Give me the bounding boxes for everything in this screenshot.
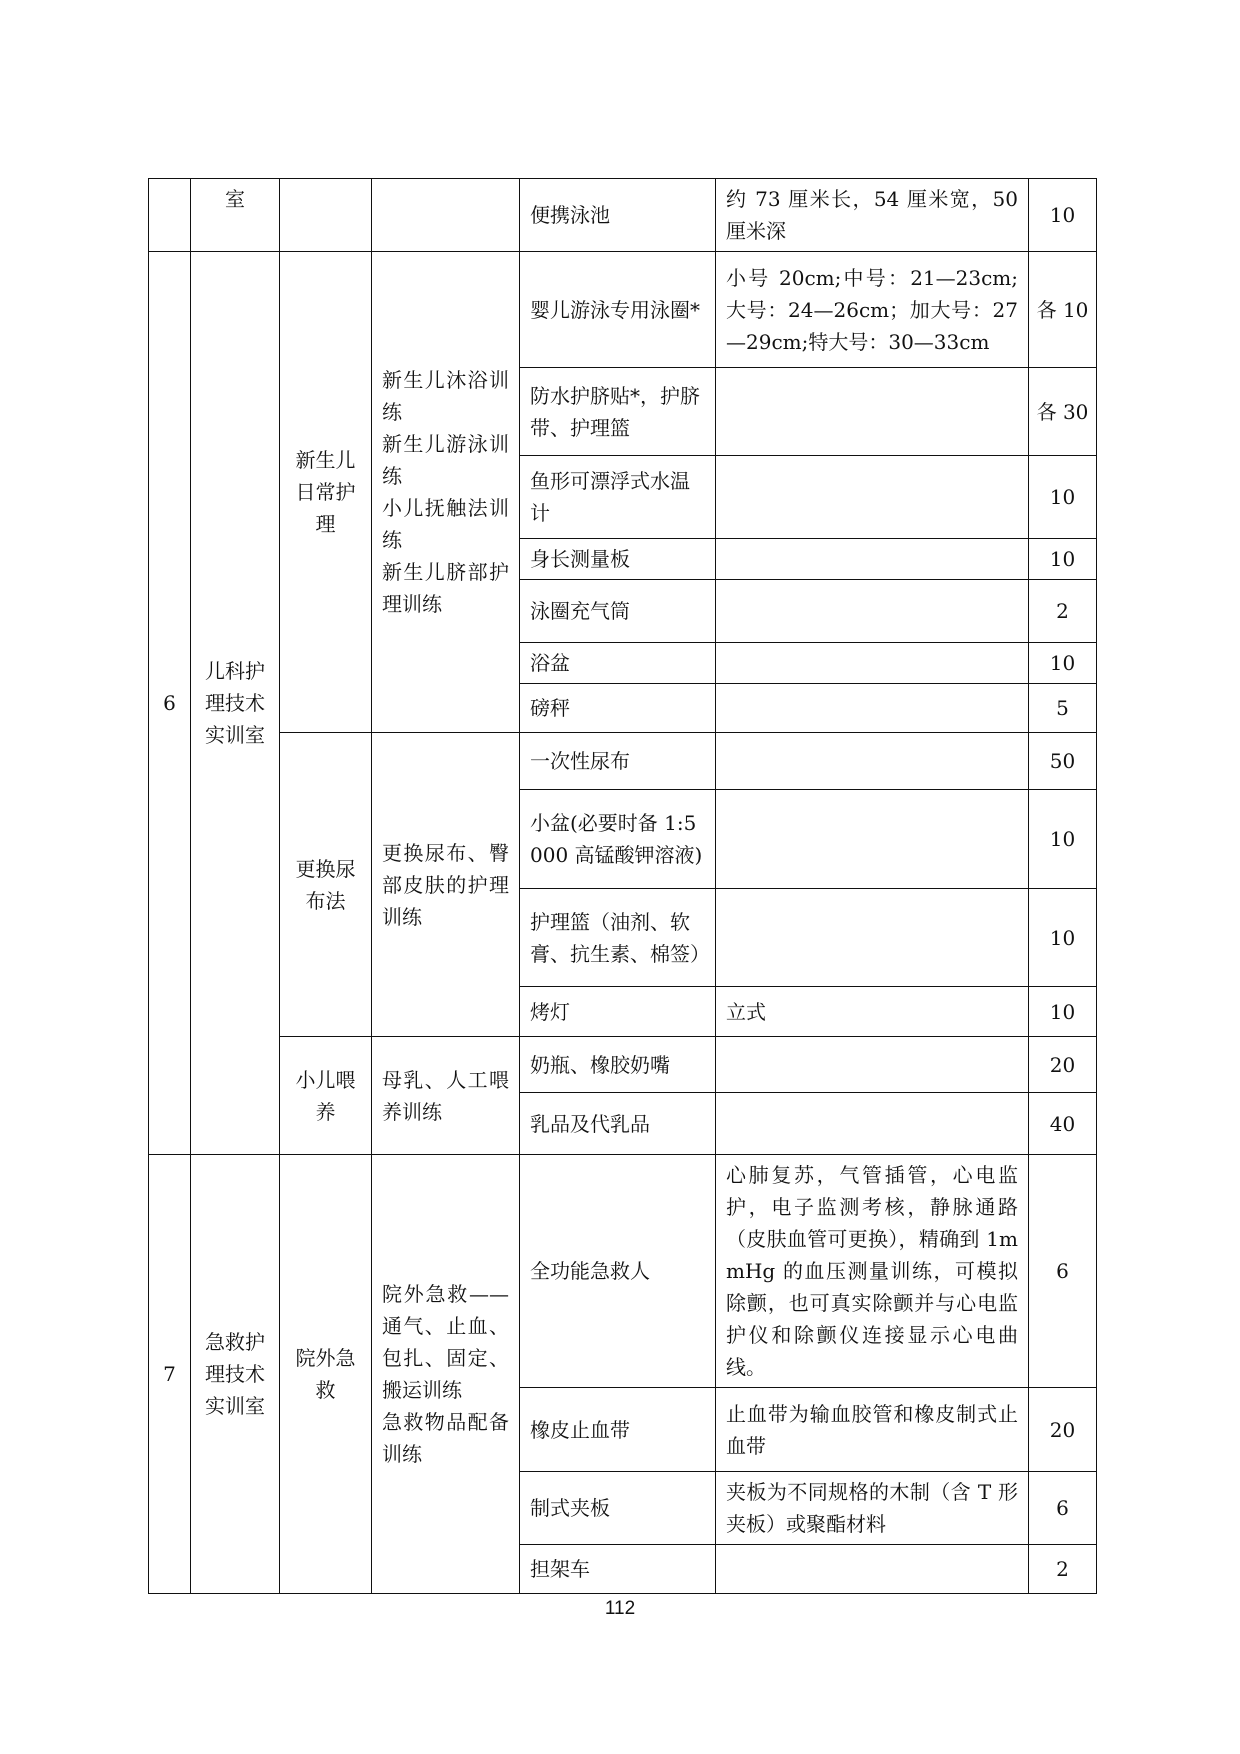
qty-cell: 10 xyxy=(1029,643,1097,684)
table-row xyxy=(149,179,1097,252)
item-cell: 小盆(必要时备 1:5000 高锰酸钾溶液) xyxy=(520,790,716,889)
qty-cell: 2 xyxy=(1029,1545,1097,1594)
item-cell: 担架车 xyxy=(520,1545,716,1594)
spec-cell xyxy=(716,733,1029,790)
item-cell: 泳圈充气筒 xyxy=(520,580,716,643)
spec-cell: 止血带为输血胶管和橡皮制式止血带 xyxy=(716,1388,1029,1472)
table-row xyxy=(149,1037,1097,1093)
qty-cell: 10 xyxy=(1029,889,1097,987)
qty-cell: 6 xyxy=(1029,1155,1097,1388)
spec-cell xyxy=(716,368,1029,456)
spec-cell xyxy=(716,889,1029,987)
training-line: 小儿抚触法训练 xyxy=(382,496,509,552)
qty-cell: 10 xyxy=(1029,790,1097,889)
row-number-cell xyxy=(149,179,191,252)
item-cell: 乳品及代乳品 xyxy=(520,1093,716,1155)
item-cell: 婴儿游泳专用泳圈* xyxy=(520,252,716,368)
module-cell: 院外急救 xyxy=(280,1155,372,1594)
room-name-cell: 急救护理技术实训室 xyxy=(191,1155,280,1594)
item-cell: 全功能急救人 xyxy=(520,1155,716,1388)
spec-cell: 小号 20cm;中号：21—23cm;大号：24—26cm；加大号：27—29cm;特大号：30—33cm xyxy=(716,252,1029,368)
spec-cell xyxy=(716,1093,1029,1155)
training-cell xyxy=(372,252,520,733)
room-name-cell: 室 xyxy=(191,179,280,252)
spec-cell xyxy=(716,456,1029,539)
training-line: 母乳、人工喂养训练 xyxy=(382,1067,509,1124)
equipment-table xyxy=(148,178,1097,1594)
item-cell: 护理篮（油剂、软膏、抗生素、棉签） xyxy=(520,889,716,987)
qty-cell: 40 xyxy=(1029,1093,1097,1155)
item-cell: 鱼形可漂浮式水温计 xyxy=(520,456,716,539)
table-row xyxy=(149,252,1097,368)
spec-cell xyxy=(716,790,1029,889)
training-cell xyxy=(372,733,520,1037)
qty-cell: 各 10 xyxy=(1029,252,1097,368)
table-row xyxy=(149,733,1097,790)
training-cell xyxy=(372,1155,520,1594)
item-cell: 防水护脐贴*，护脐带、护理篮 xyxy=(520,368,716,456)
item-cell: 浴盆 xyxy=(520,643,716,684)
item-cell: 烤灯 xyxy=(520,987,716,1037)
item-cell: 奶瓶、橡胶奶嘴 xyxy=(520,1037,716,1093)
training-line: 新生儿游泳训练 xyxy=(382,432,509,488)
item-cell: 便携泳池 xyxy=(520,179,716,252)
qty-cell: 10 xyxy=(1029,987,1097,1037)
room-name-cell: 儿科护理技术实训室 xyxy=(191,252,280,1155)
training-line: 更换尿布、臀部皮肤的护理训练 xyxy=(382,840,509,929)
training-line: 新生儿脐部护理训练 xyxy=(382,560,509,616)
module-cell: 小儿喂养 xyxy=(280,1037,372,1155)
spec-cell xyxy=(716,1037,1029,1093)
spec-cell xyxy=(716,539,1029,580)
qty-cell: 20 xyxy=(1029,1037,1097,1093)
module-cell xyxy=(280,179,372,252)
qty-cell: 6 xyxy=(1029,1472,1097,1545)
qty-cell: 10 xyxy=(1029,456,1097,539)
qty-cell: 10 xyxy=(1029,539,1097,580)
spec-cell: 夹板为不同规格的木制（含 T 形夹板）或聚酯材料 xyxy=(716,1472,1029,1545)
qty-cell: 各 30 xyxy=(1029,368,1097,456)
item-cell: 磅秤 xyxy=(520,684,716,733)
spec-cell xyxy=(716,580,1029,643)
training-cell xyxy=(372,1037,520,1155)
training-line: 院外急救——通气、止血、包扎、固定、搬运训练 xyxy=(382,1282,509,1402)
qty-cell: 2 xyxy=(1029,580,1097,643)
page-number: 112 xyxy=(604,1598,636,1619)
spec-cell xyxy=(716,1545,1029,1594)
qty-cell: 50 xyxy=(1029,733,1097,790)
table-row xyxy=(149,1155,1097,1388)
training-cell xyxy=(372,179,520,252)
item-cell: 橡皮止血带 xyxy=(520,1388,716,1472)
spec-cell xyxy=(716,684,1029,733)
training-line: 新生儿沐浴训练 xyxy=(382,368,509,424)
row-number-cell: 6 xyxy=(149,252,191,1155)
spec-cell: 心肺复苏，气管插管，心电监护，电子监测考核，静脉通路（皮肤血管可更换），精确到 1mmHg 的血压测量训练，可模拟除颤，也可真实除颤并与心电监护仪和除颤仪连接显示心电曲线。 xyxy=(716,1155,1029,1388)
row-number-cell: 7 xyxy=(149,1155,191,1594)
module-cell: 更换尿布法 xyxy=(280,733,372,1037)
spec-cell xyxy=(716,643,1029,684)
item-cell: 制式夹板 xyxy=(520,1472,716,1545)
qty-cell: 20 xyxy=(1029,1388,1097,1472)
item-cell: 一次性尿布 xyxy=(520,733,716,790)
spec-cell: 立式 xyxy=(716,987,1029,1037)
qty-cell: 10 xyxy=(1029,179,1097,252)
training-line: 急救物品配备训练 xyxy=(382,1410,509,1466)
spec-cell: 约 73 厘米长，54 厘米宽，50 厘米深 xyxy=(716,179,1029,252)
item-cell: 身长测量板 xyxy=(520,539,716,580)
qty-cell: 5 xyxy=(1029,684,1097,733)
module-cell: 新生儿日常护理 xyxy=(280,252,372,733)
